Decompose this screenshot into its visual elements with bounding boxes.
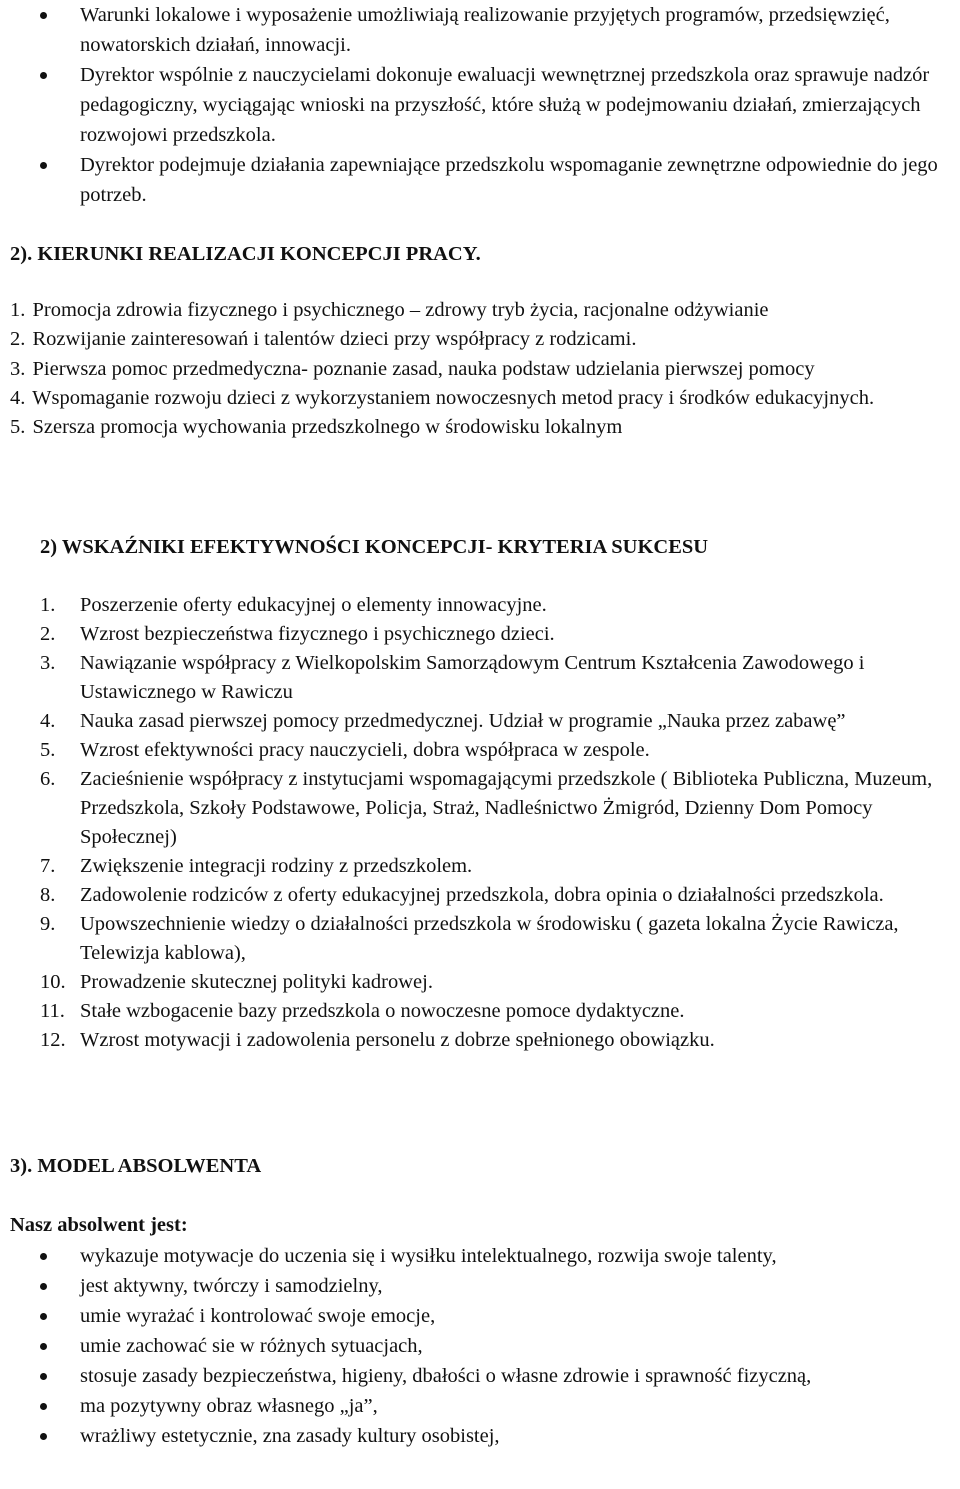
item-text: Prowadzenie skutecznej polityki kadrowej. bbox=[80, 971, 433, 993]
list-item: umie wyrażać i kontrolować swoje emocje, bbox=[0, 1301, 960, 1331]
item-number: 1. bbox=[10, 299, 26, 321]
item-text: Wspomaganie rozwoju dzieci z wykorzystaniem nowoczesnych metod pracy i środków edukacyjnych. bbox=[32, 386, 875, 409]
item-number: 11. bbox=[40, 1000, 65, 1022]
list-item bbox=[0, 591, 960, 620]
item-text: Stałe wzbogacenie bazy przedszkola o nowoczesne pomoce dydaktyczne. bbox=[80, 1000, 685, 1022]
list-item: ma pozytywny obraz własnego „ja”, bbox=[0, 1391, 960, 1421]
item-number: 4. bbox=[40, 710, 56, 732]
item-text: Wzrost efektywności pracy nauczycieli, dobra współpraca w zespole. bbox=[80, 739, 650, 761]
graduate-subheading: Nasz absolwent jest: bbox=[10, 1214, 188, 1236]
list-item: stosuje zasady bezpieczeństwa, higieny, dbałości o własne zdrowie i sprawność fizyczną, bbox=[0, 1361, 960, 1391]
section-heading-indicators: 2) WSKAŹNIKI EFEKTYWNOŚCI KONCEPCJI- KRYTERIA SUKCESU bbox=[40, 536, 709, 558]
top-bullet-list bbox=[0, 0, 960, 210]
list-item bbox=[0, 620, 960, 649]
section-heading-graduate-model: 3). MODEL ABSOLWENTA bbox=[10, 1155, 262, 1177]
list-item bbox=[10, 355, 955, 384]
list-item bbox=[0, 649, 960, 707]
list-item: wykazuje motywacje do uczenia się i wysiłku intelektualnego, rozwija swoje talenty, bbox=[0, 1241, 960, 1271]
item-number: 6. bbox=[40, 768, 56, 790]
item-number: 10. bbox=[40, 971, 66, 993]
list-item bbox=[0, 852, 960, 881]
item-text: Nawiązanie współpracy z Wielkopolskim Samorządowym Centrum Kształcenia Zawodowego i Ustawicznego w Rawiczu bbox=[80, 652, 865, 703]
item-text: Zadowolenie rodziców z oferty edukacyjnej przedszkola, dobra opinia o działalności przedszkola. bbox=[80, 884, 884, 906]
list-item bbox=[10, 413, 955, 442]
item-text: Zwiększenie integracji rodziny z przedszkolem. bbox=[80, 855, 473, 877]
list-item: umie zachować sie w różnych sytuacjach, bbox=[0, 1331, 960, 1361]
list-item: Warunki lokalowe i wyposażenie umożliwiają realizowanie przyjętych programów, przedsięwzięć, nowatorskich działań, innowacji. bbox=[0, 0, 960, 60]
item-text: Poszerzenie oferty edukacyjnej o elementy innowacyjne. bbox=[80, 594, 547, 616]
item-number: 12. bbox=[40, 1029, 66, 1051]
item-text: Wzrost motywacji i zadowolenia personelu z dobrze spełnionego obowiązku. bbox=[80, 1029, 715, 1051]
item-text: Wzrost bezpieczeństwa fizycznego i psychicznego dzieci. bbox=[80, 623, 555, 645]
graduate-traits-list bbox=[0, 1241, 960, 1451]
item-text: Promocja zdrowia fizycznego i psychicznego – zdrowy tryb życia, racjonalne odżywianie bbox=[32, 299, 769, 321]
list-item bbox=[0, 707, 960, 736]
item-number: 4. bbox=[10, 386, 26, 409]
list-item bbox=[0, 910, 960, 968]
list-item bbox=[0, 736, 960, 765]
item-number: 5. bbox=[10, 416, 26, 439]
list-item: wrażliwy estetycznie, zna zasady kultury osobistej, bbox=[0, 1421, 960, 1451]
item-text: Szersza promocja wychowania przedszkolnego w środowisku lokalnym bbox=[32, 416, 623, 439]
list-item bbox=[0, 997, 960, 1026]
item-number: 5. bbox=[40, 739, 56, 761]
indicators-list bbox=[0, 591, 960, 1055]
item-text: Nauka zasad pierwszej pomocy przedmedycznej. Udział w programie „Nauka przez zabawę” bbox=[80, 710, 846, 732]
item-number: 2. bbox=[10, 328, 26, 351]
item-text: Zacieśnienie współpracy z instytucjami wspomagającymi przedszkole ( Biblioteka Publiczna, Muzeum, Przedszkola, Szkoły Podstawowe, Policja, Straż, Nadleśnictwo Żmigród, Dzienny Dom Pomocy Społecznej) bbox=[80, 768, 933, 848]
item-text: Rozwijanie zainteresowań i talentów dzieci przy współpracy z rodzicami. bbox=[32, 328, 637, 351]
item-number: 8. bbox=[40, 884, 56, 906]
list-item: Dyrektor wspólnie z nauczycielami dokonuje ewaluacji wewnętrznej przedszkola oraz sprawuje nadzór pedagogiczny, wyciągając wnioski na przyszłość, które służą w podejmowaniu działań, zmierzających rozwojowi przedszkola. bbox=[0, 60, 960, 150]
list-item bbox=[0, 1026, 960, 1055]
list-item bbox=[0, 968, 960, 997]
section-heading-directions: 2). KIERUNKI REALIZACJI KONCEPCJI PRACY. bbox=[10, 243, 481, 265]
list-item bbox=[0, 765, 960, 852]
list-item: jest aktywny, twórczy i samodzielny, bbox=[0, 1271, 960, 1301]
item-number: 9. bbox=[40, 913, 56, 935]
list-item: Dyrektor podejmuje działania zapewniające przedszkolu wspomaganie zewnętrzne odpowiednie do jego potrzeb. bbox=[0, 150, 960, 210]
list-item bbox=[0, 881, 960, 910]
item-number: 3. bbox=[10, 357, 26, 380]
list-item bbox=[10, 325, 955, 354]
directions-list bbox=[10, 296, 955, 442]
item-number: 7. bbox=[40, 855, 56, 877]
item-number: 1. bbox=[40, 594, 56, 616]
list-item bbox=[10, 384, 955, 413]
list-item bbox=[10, 296, 955, 325]
item-text: Upowszechnienie wiedzy o działalności przedszkola w środowisku ( gazeta lokalna Życie Rawicza, Telewizja kablowa), bbox=[80, 913, 899, 964]
item-number: 3. bbox=[40, 652, 56, 674]
item-text: Pierwsza pomoc przedmedyczna- poznanie zasad, nauka podstaw udzielania pierwszej pomocy bbox=[32, 357, 815, 380]
item-number: 2. bbox=[40, 623, 56, 645]
